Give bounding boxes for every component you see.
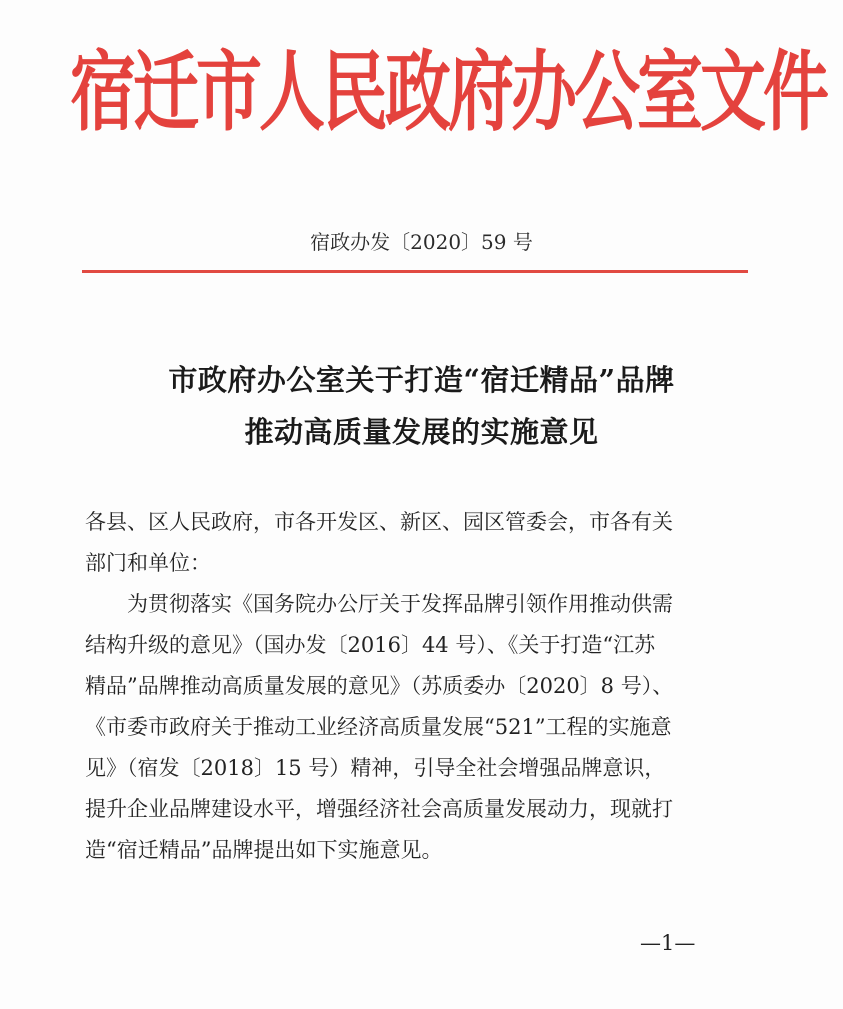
document-number: 宿政办发〔2020〕59 号 xyxy=(310,230,533,254)
body-line: 各县、区人民政府，市各开发区、新区、园区管委会，市各有关 xyxy=(85,510,673,534)
document-title-line-1: 市政府办公室关于打造“宿迁精品”品牌 xyxy=(168,363,675,397)
body-line: 造“宿迁精品”品牌提出如下实施意见。 xyxy=(85,838,443,862)
document-title-line-2: 推动高质量发展的实施意见 xyxy=(244,415,599,449)
body-line: 为贯彻落实《国务院办公厅关于发挥品牌引领作用推动供需 xyxy=(127,592,673,616)
body-line: 见》（宿发〔2018〕15 号）精神，引导全社会增强品牌意识， xyxy=(85,756,666,780)
body-line: 《市委市政府关于推动工业经济高质量发展“521”工程的实施意 xyxy=(85,715,672,739)
document-body xyxy=(85,502,765,871)
body-line: 结构升级的意见》（国办发〔2016〕44 号）、《关于打造“江苏 xyxy=(85,633,656,657)
body-line: 精品”品牌推动高质量发展的意见》（苏质委办〔2020〕8 号）、 xyxy=(85,674,674,698)
page-number: —1— xyxy=(640,931,696,955)
red-separator-line xyxy=(82,270,748,273)
body-line: 部门和单位： xyxy=(85,551,211,575)
body-line: 提升企业品牌建设水平，增强经济社会高质量发展动力，现就打 xyxy=(85,797,673,821)
agency-masthead: 宿迁市人民政府办公室文件 xyxy=(70,40,826,144)
